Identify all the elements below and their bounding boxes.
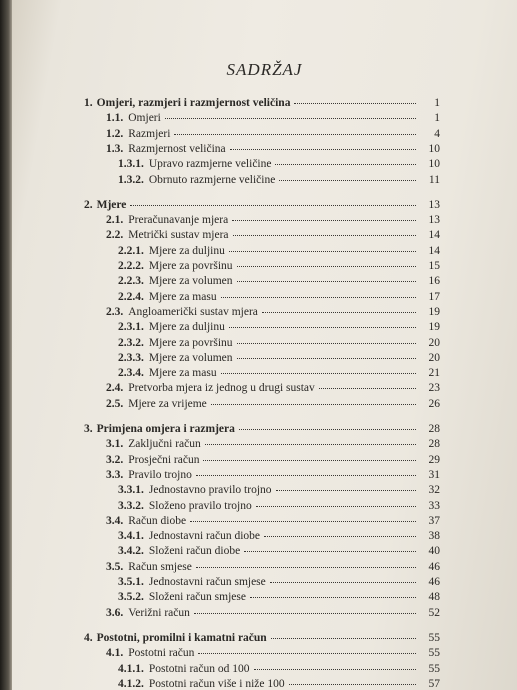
toc-entry [106, 397, 440, 412]
dot-leader [275, 163, 416, 165]
toc-section-number: 3.5.2. [118, 591, 144, 604]
dot-leader [262, 311, 416, 313]
toc-page-number: 17 [428, 290, 440, 303]
dot-leader [194, 612, 416, 614]
toc-page-number: 19 [428, 305, 440, 318]
toc-section-number: 1.2. [106, 127, 124, 140]
dot-leader [230, 148, 416, 150]
dot-leader [239, 428, 416, 430]
toc-section-number: 1.3.2. [118, 173, 144, 186]
toc-section-number: 2.3.1. [118, 321, 144, 334]
toc-page-number: 48 [428, 591, 440, 604]
dot-leader [205, 443, 416, 445]
toc-section-number: 3.3. [106, 468, 124, 481]
toc-page-number: 29 [428, 453, 440, 466]
toc-section-number: 3.4.1. [118, 530, 144, 543]
dot-leader [229, 250, 416, 252]
toc-section-number: 1. [84, 97, 93, 109]
toc-section-title: Pravilo trojno [128, 468, 192, 481]
toc-entry [118, 590, 440, 605]
toc-entry [118, 366, 440, 381]
toc-section-number: 3.1. [106, 438, 124, 451]
toc-page-number: 28 [428, 438, 440, 451]
toc-section-title: Mjere za duljinu [148, 244, 225, 257]
toc-entry [106, 127, 440, 142]
toc-page-number: 4 [434, 127, 440, 140]
toc-section-title: Obrnuto razmjerne veličine [148, 173, 276, 186]
toc-entry [106, 381, 440, 396]
toc-section-number: 4.1. [106, 647, 124, 660]
toc-section-title: Omjeri, razmjeri i razmjernost veličina [96, 97, 291, 109]
toc-entry [118, 351, 440, 366]
toc-entry [118, 173, 440, 188]
dot-leader [237, 342, 416, 344]
dot-leader [276, 489, 416, 491]
toc-section-title: Metrički sustav mjera [128, 229, 229, 242]
dot-leader [250, 596, 416, 598]
toc-section-number: 3.3.2. [118, 499, 144, 512]
toc-entry [118, 320, 440, 335]
toc-section-number: 3.4.2. [118, 545, 144, 558]
toc-page-number: 37 [428, 514, 440, 527]
toc-section-title: Mjere za volumen [148, 351, 233, 364]
toc-page-number: 19 [428, 321, 440, 334]
toc-section-title: Mjere za masu [148, 367, 217, 380]
toc-page-number: 16 [428, 275, 440, 288]
toc-section-number: 2.3.4. [118, 367, 144, 380]
toc-page-number: 28 [428, 423, 440, 435]
dot-leader [221, 296, 416, 298]
toc-section-title: Jednostavni račun smjese [148, 576, 266, 588]
toc-chapter-entry [84, 422, 440, 437]
toc-entry [118, 336, 440, 351]
toc-section-title: Mjere za površinu [148, 260, 233, 272]
toc-section-number: 2.2. [106, 229, 124, 242]
toc-entry [106, 437, 440, 452]
toc-page-number: 1 [434, 112, 440, 125]
toc-page-number: 11 [428, 173, 440, 186]
toc-entry [118, 259, 440, 274]
dot-leader [211, 403, 416, 405]
toc-section-number: 3.2. [106, 453, 124, 466]
toc-page-number: 38 [428, 530, 440, 543]
toc-chapter-entry [84, 631, 440, 646]
dot-leader [270, 581, 416, 583]
dot-leader [196, 566, 416, 568]
toc-chapter-entry [84, 198, 440, 213]
toc-entry [118, 290, 440, 305]
toc-section-title: Verižni račun [128, 606, 190, 619]
dot-leader [203, 459, 416, 461]
toc-entry [106, 646, 440, 661]
toc-section-number: 4.1.2. [118, 677, 144, 690]
toc-entry [106, 228, 440, 243]
toc-section-number: 1.1. [106, 112, 124, 125]
dot-leader [165, 117, 416, 119]
toc-entry [118, 274, 440, 289]
toc-entry [118, 544, 440, 559]
toc-page-number: 52 [428, 606, 440, 619]
toc-page-number: 26 [428, 397, 440, 410]
toc-page-number: 57 [428, 677, 440, 690]
toc-page-number: 55 [428, 662, 440, 675]
toc-section-number: 2.3.3. [118, 351, 144, 364]
toc-page-number: 55 [428, 631, 440, 644]
book-page [12, 0, 517, 690]
toc-section-number: 2.4. [106, 382, 124, 395]
dot-leader [190, 520, 416, 522]
toc-section-number: 1.3.1. [118, 158, 144, 171]
toc-section-title: Mjere za duljinu [148, 321, 225, 334]
dot-leader [319, 387, 416, 389]
toc-entry [106, 468, 440, 483]
toc-section-title: Razmjernost veličina [128, 142, 226, 155]
toc-section-title: Postotni, promilni i kamatni račun [96, 631, 267, 644]
toc-page-number: 23 [428, 382, 440, 395]
dot-leader [174, 133, 416, 135]
toc-page-number: 14 [428, 229, 440, 242]
toc-page-number: 32 [428, 484, 440, 497]
toc-page-number: 46 [428, 576, 440, 588]
toc-page-number: 14 [428, 244, 440, 257]
toc-section-number: 3.6. [106, 606, 124, 619]
toc-section-number: 3.3.1. [118, 484, 144, 497]
toc-section-title: Preračunavanje mjera [128, 214, 229, 227]
toc-section-number: 3.4. [106, 514, 124, 527]
dot-leader [289, 683, 416, 685]
toc-section-number: 2.2.3. [118, 275, 144, 288]
toc-section-title: Račun diobe [128, 514, 187, 527]
toc-section-title: Jednostavno pravilo trojno [148, 484, 272, 497]
toc-section-number: 3.5. [106, 560, 124, 573]
toc-section-title: Postotni račun [128, 647, 195, 660]
toc-page-number: 46 [428, 560, 440, 573]
toc-entry [106, 305, 440, 320]
toc-section-number: 2.3. [106, 305, 124, 318]
toc-section-number: 3.5.1. [118, 576, 144, 588]
toc-entry [106, 453, 440, 468]
dot-leader [256, 505, 416, 507]
toc-entry [118, 662, 440, 677]
dot-leader [229, 326, 416, 328]
toc-section-number: 4. [84, 631, 93, 644]
toc-page-number: 31 [428, 468, 440, 481]
toc-page-number: 20 [428, 336, 440, 349]
toc-page-number: 10 [428, 158, 440, 171]
toc-section-title: Mjere za volumen [148, 275, 233, 288]
toc-page-number: 33 [428, 499, 440, 512]
toc-section-title: Mjere [96, 198, 127, 211]
toc-chapter-entry [84, 96, 440, 111]
toc-section-number: 2.2.2. [118, 260, 144, 272]
dot-leader [221, 372, 416, 374]
dot-leader [264, 535, 416, 537]
toc-page-number: 40 [428, 545, 440, 558]
dot-leader [233, 234, 416, 236]
toc-section-title: Primjena omjera i razmjera [96, 423, 235, 435]
toc-entry [106, 606, 440, 621]
toc-section-title: Upravo razmjerne veličine [148, 158, 272, 171]
toc-page-number: 20 [428, 351, 440, 364]
dot-leader [196, 474, 416, 476]
toc-entry [118, 677, 440, 690]
toc-section-number: 2.2.4. [118, 290, 144, 303]
dot-leader [232, 219, 416, 221]
toc-entry [106, 560, 440, 575]
dot-leader [237, 357, 416, 359]
toc-section-number: 2.2.1. [118, 244, 144, 257]
toc-entry [106, 514, 440, 529]
toc-section-title: Složeni račun diobe [148, 545, 241, 558]
toc-section-number: 1.3. [106, 142, 124, 155]
toc-section-title: Prosječni račun [128, 453, 200, 466]
dot-leader [130, 204, 416, 206]
dot-leader [294, 102, 416, 104]
toc-entry [118, 244, 440, 259]
toc-section-title: Račun smjese [128, 560, 192, 573]
toc-page-number: 21 [428, 367, 440, 380]
toc-entry [118, 157, 440, 172]
toc-section-title: Pretvorba mjera iz jednog u drugi sustav [128, 382, 315, 395]
toc-page-number: 1 [434, 97, 440, 109]
toc-entry [118, 575, 440, 590]
toc-section-title: Mjere za vrijeme [128, 397, 207, 410]
dot-leader [237, 265, 416, 267]
toc-section-title: Mjere za masu [148, 290, 217, 303]
dot-leader [279, 179, 416, 181]
toc-section-number: 2. [84, 198, 93, 211]
toc-entry [118, 499, 440, 514]
toc-section-number: 2.1. [106, 214, 124, 227]
toc-section-number: 2.5. [106, 397, 124, 410]
toc-section-title: Razmjeri [128, 127, 171, 140]
toc-entry [118, 483, 440, 498]
toc-entry [118, 529, 440, 544]
page-title: SADRŽAJ [226, 60, 303, 79]
dot-leader [254, 668, 417, 670]
toc-section-title: Složeni račun smjese [148, 591, 246, 604]
toc-section-number: 3. [84, 423, 93, 435]
toc-page-number: 13 [428, 198, 440, 211]
toc-entry [106, 111, 440, 126]
toc-page-number: 13 [428, 214, 440, 227]
toc-page-number: 10 [428, 142, 440, 155]
toc-page-number: 55 [428, 647, 440, 660]
dot-leader [237, 280, 416, 282]
dot-leader [244, 550, 416, 552]
toc-section-title: Postotni račun više i niže 100 [148, 677, 285, 690]
dot-leader [271, 637, 416, 639]
toc-page-number: 15 [428, 260, 440, 272]
toc-entry [106, 142, 440, 157]
toc-entry [106, 213, 440, 228]
toc-section-title: Postotni račun od 100 [148, 662, 250, 675]
toc-section-title: Mjere za površinu [148, 336, 233, 349]
toc-section-title: Angloamerički sustav mjera [128, 305, 258, 318]
toc-section-title: Omjeri [128, 112, 161, 125]
toc-section-number: 4.1.1. [118, 662, 144, 675]
toc-section-title: Zaključni račun [128, 438, 201, 451]
toc-section-number: 2.3.2. [118, 336, 144, 349]
toc-section-title: Jednostavni račun diobe [148, 530, 261, 543]
toc-section-title: Složeno pravilo trojno [148, 499, 252, 512]
dot-leader [198, 652, 416, 654]
